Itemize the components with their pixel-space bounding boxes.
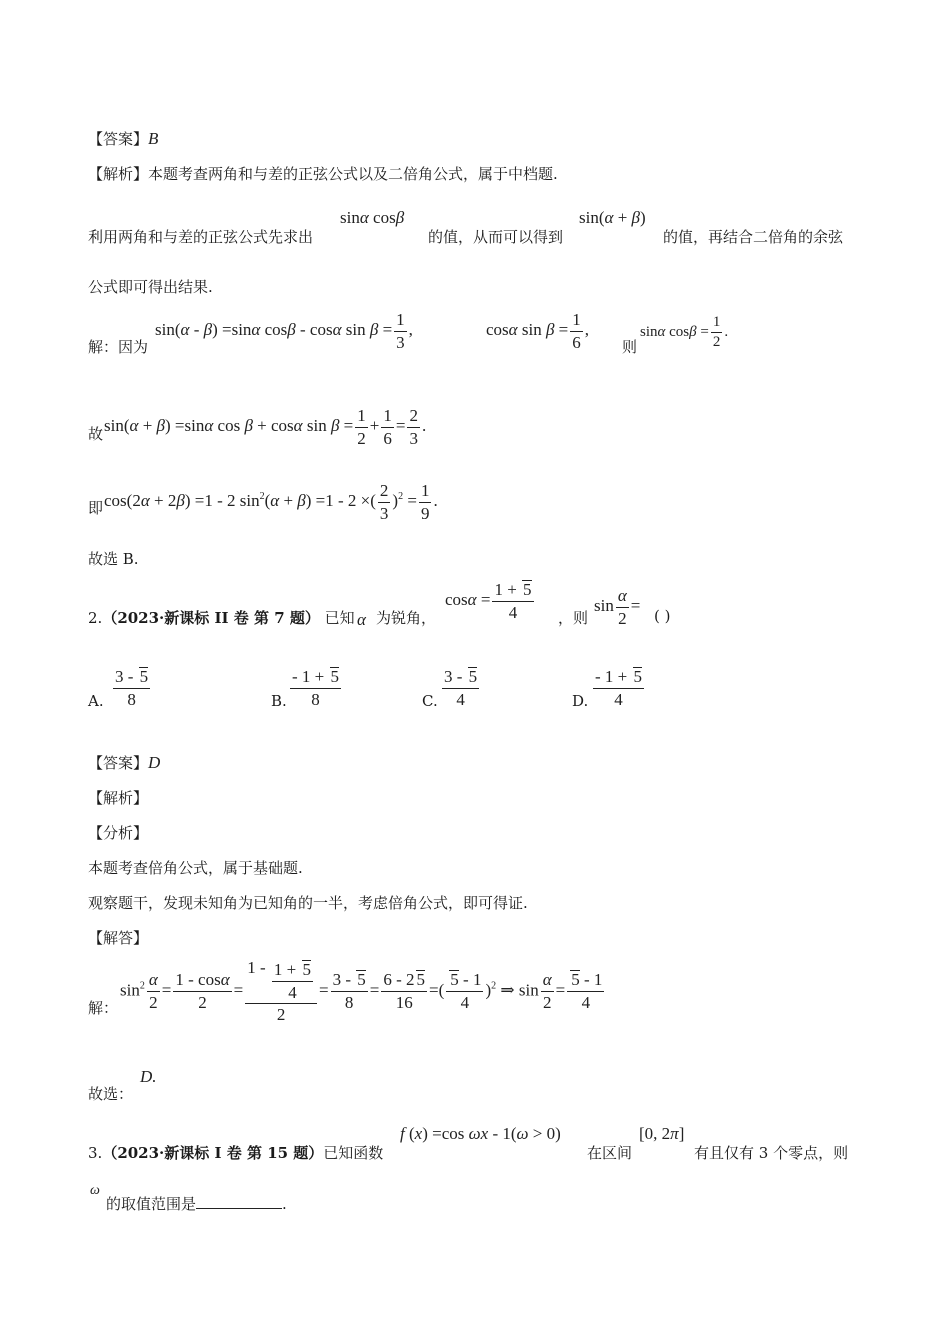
q2-choose-value: D. <box>140 1067 157 1086</box>
option-b[interactable] <box>271 692 287 710</box>
analysis-text: 本题考查两角和与差的正弦公式以及二倍角公式，属于中档题. <box>148 165 558 183</box>
option-a[interactable] <box>88 692 104 710</box>
q3-line2 <box>106 1193 287 1214</box>
q2-fenxi-label: 【分析】 <box>88 824 149 842</box>
formula-sin-half-alpha: sin $\frac{\alpha}{2}$ = <box>594 586 641 628</box>
formula-sin-diff: sin(α - β) =sinα cosβ - cosα sin β = $\frac{1}{3}$ , <box>155 310 413 352</box>
q2-stem-c: ，则 <box>558 609 589 627</box>
solve-prefix: 解：因为 <box>88 338 149 356</box>
q2-number: 2. <box>88 609 103 627</box>
q3-interval: [0, 2π] <box>639 1124 685 1143</box>
q3-line2-text: 的取值范围是 <box>106 1195 197 1213</box>
q3-line2-end: . <box>282 1195 287 1213</box>
q2-choose-prefix: 故选： <box>88 1085 134 1103</box>
q2-stem <box>88 607 355 628</box>
q2-answer-value: D <box>148 753 161 772</box>
formula-sin-alpha-cos-beta: sinα cosβ <box>340 208 405 227</box>
ji-prefix: 即 <box>88 499 104 517</box>
q2-stem-end: ( ) <box>654 607 671 625</box>
formula-cos-double: cos(2α + 2β) =1 - 2 $\sin^2(\alpha + \beta) =1 - 2$ ×( $\frac{2}{3}$ )$^2$ = $\frac{1}{9}$ . <box>104 481 438 523</box>
analysis-line-1 <box>88 163 558 184</box>
analysis-label: 【解析】 <box>88 165 149 183</box>
option-b-formula: $\frac{- 1 + 5}{8}$ <box>292 667 339 709</box>
q2-source: （2023·新课标 II 卷 第 7 题） <box>102 609 320 627</box>
answer-label: 【答案】 <box>88 130 149 148</box>
alpha-symbol: α <box>357 610 366 629</box>
q2-stem-a: 已知 <box>324 609 355 627</box>
q3-stem-c: 有且仅有 3 个零点，则 <box>694 1144 849 1162</box>
then-word: 则 <box>622 338 638 356</box>
explain-text-b: 的值，从而可以得到 <box>428 228 564 246</box>
choose-b: 故选 B. <box>88 550 139 568</box>
explain-text-c: 的值，再结合二倍角的余弦 <box>663 228 844 246</box>
q3-stem-a: 已知函数 <box>323 1144 384 1162</box>
option-a-formula: $\frac{3 - 5}{8}$ <box>115 667 149 709</box>
explain-text-a: 利用两角和与差的正弦公式先求出 <box>88 228 314 246</box>
q2-jieda-label: 【解答】 <box>88 929 149 947</box>
q3-stem <box>88 1142 383 1163</box>
option-d[interactable] <box>572 692 588 710</box>
q2-stem-b: 为锐角， <box>376 609 437 627</box>
q3-source: （2023·新课标 I 卷 第 15 题） <box>102 1144 324 1162</box>
option-a-label: A. <box>88 692 104 710</box>
q2-answer-label: 【答案】 <box>88 754 149 772</box>
omega-symbol: ω <box>90 1183 100 1198</box>
formula-cos-alpha: cosα = $\frac{1 + 5}{4}$ <box>445 580 532 622</box>
q2-answer-line <box>88 752 160 773</box>
explain-line-2: 公式即可得出结果. <box>88 278 213 296</box>
answer-blank[interactable] <box>196 1196 282 1209</box>
option-d-label: D. <box>572 692 589 710</box>
gu-prefix: 故 <box>88 425 104 443</box>
q2-fenxi-text2: 观察题干，发现未知角为已知角的一半，考虑倍角公式，即可得证. <box>88 894 528 912</box>
option-b-label: B. <box>271 692 287 710</box>
formula-sin-sum-expand: sin(α + β) =sinα cos β + cosα sin β = $\frac{1}{2}$ + $\frac{1}{6}$ = $\frac{2}{3}$ . <box>104 406 427 448</box>
formula-result-half: sinα cosβ = $\frac{1}{2}$ . <box>640 314 729 351</box>
option-c-formula: $\frac{3 - 5}{4}$ <box>444 667 478 709</box>
q3-function-formula: f (x) =cos ωx - 1(ω > 0) <box>400 1124 561 1143</box>
q2-fenxi-text1: 本题考查倍角公式，属于基础题. <box>88 859 303 877</box>
option-c[interactable] <box>422 692 438 710</box>
option-d-formula: $\frac{- 1 + 5}{4}$ <box>595 667 642 709</box>
q2-solution-formula: $\sin^2$ $\frac{\alpha}{2}$ = $\frac{1 - \cos\alpha}{2}$ = 1 - $\frac{1 + 5}{4}$ 2 = $\frac{3 - 5}{8}$ = $\frac{6 - 2 5}{16}$ =( $\frac{5 - 1}{4}$ )$^2$ ⇒ sin $\frac{\alpha}{2}$ = $\frac{5 - 1}{4}$ <box>120 958 603 1025</box>
explain-line-1 <box>88 226 313 247</box>
q2-analysis-label: 【解析】 <box>88 789 149 807</box>
answer-value: B <box>148 129 159 148</box>
option-c-label: C. <box>422 692 438 710</box>
q3-stem-b: 在区间 <box>587 1144 633 1162</box>
q2-solve-prefix: 解： <box>88 999 119 1017</box>
formula-cos-sin: cosα sin β = $\frac{1}{6}$ , <box>486 310 590 352</box>
q3-number: 3. <box>88 1144 103 1162</box>
answer-line-1 <box>88 128 158 149</box>
formula-sin-sum: sin(α + β) <box>579 208 646 227</box>
